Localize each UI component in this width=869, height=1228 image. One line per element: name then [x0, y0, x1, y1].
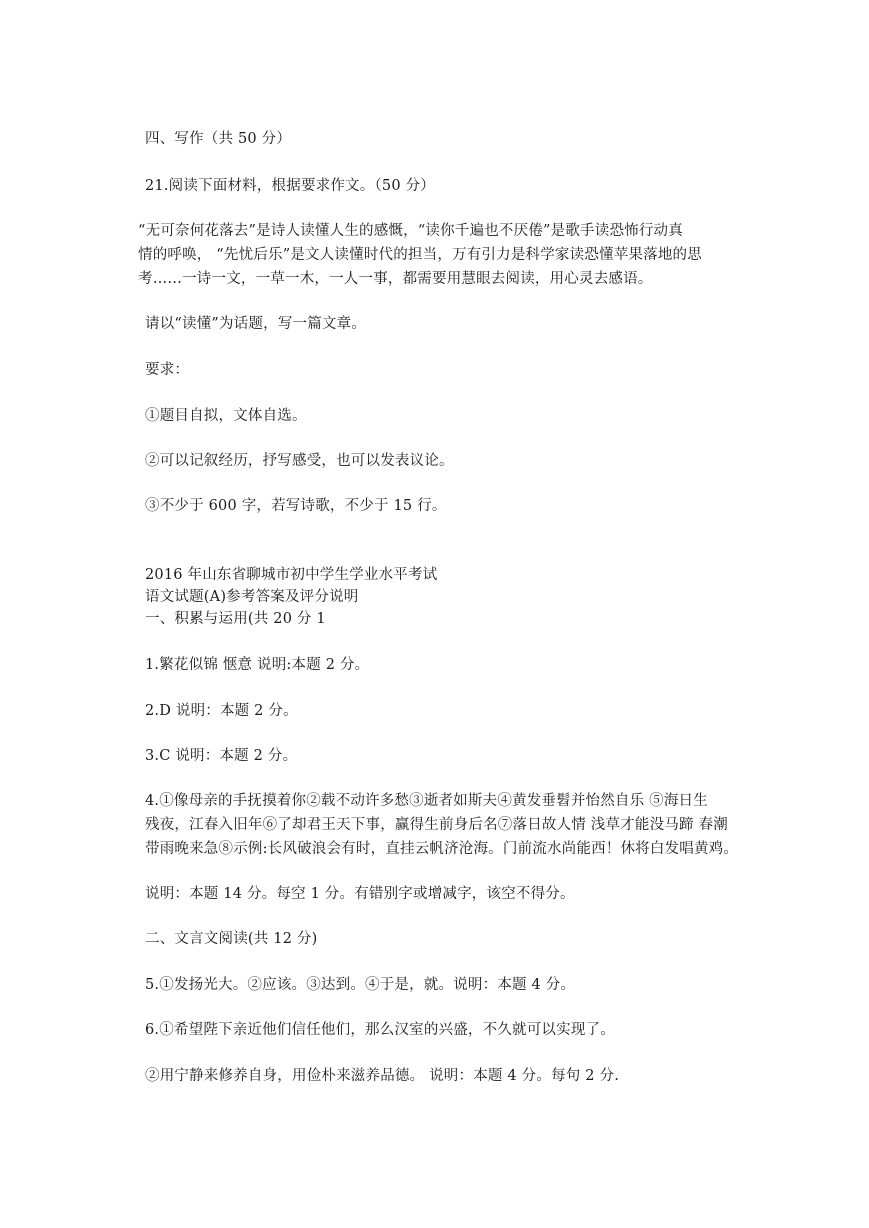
- answer-1: 1.繁花似锦 惬意 说明:本题 2 分。: [145, 657, 370, 673]
- part2-title: 二、文言文阅读(共 12 分): [145, 931, 318, 947]
- requirement-2: ②可以记叙经历，抒写感受，也可以发表议论。: [145, 453, 454, 469]
- answer-4-line-2: 残夜，江春入旧年⑥了却君王天下事，赢得生前身后名⑦落日故人情 浅草才能没马蹄 春潮: [145, 817, 728, 833]
- writing-prompt: 请以“读懂”为话题，写一篇文章。: [145, 316, 367, 332]
- answer-2: 2.D 说明：本题 2 分。: [145, 703, 298, 719]
- answer-key-subtitle: 语文试题(A)参考答案及评分说明: [145, 589, 359, 605]
- answer-4-line-3: 带雨晚来急⑧示例:长风破浪会有时，直挂云帆济沧海。门前流水尚能西！休将白发唱黄鸡。: [145, 841, 739, 857]
- answer-6-line-2: ②用宁静来修养自身，用俭朴来滋养品德。 说明：本题 4 分。每句 2 分.: [145, 1068, 620, 1084]
- answer-5: 5.①发扬光大。②应该。③达到。④于是，就。说明：本题 4 分。: [145, 977, 576, 993]
- answer-3: 3.C 说明：本题 2 分。: [145, 748, 298, 764]
- requirement-1: ①题目自拟，文体自选。: [145, 408, 307, 424]
- part1-title: 一、积累与运用(共 20 分 1: [145, 611, 326, 627]
- writing-question: 21.阅读下面材料，根据要求作文。（50 分）: [145, 178, 435, 194]
- requirement-3: ③不少于 600 字，若写诗歌，不少于 15 行。: [145, 498, 447, 514]
- answer-4-line-1: 4.①像母亲的手抚摸着你②载不动许多愁③逝者如斯夫④黄发垂髫并怡然自乐 ⑤海日生: [145, 793, 708, 809]
- material-line-3: 考……一诗一文，一草一木，一人一事，都需要用慧眼去阅读，用心灵去感语。: [138, 271, 653, 287]
- answer-4-note: 说明：本题 14 分。每空 1 分。有错别字或增减字，该空不得分。: [145, 886, 575, 902]
- answer-6-line-1: 6.①希望陛下亲近他们信任他们，那么汉室的兴盛，不久就可以实现了。: [145, 1022, 615, 1038]
- exam-title: 2016 年山东省聊城市初中学生学业水平考试: [145, 567, 438, 583]
- writing-section-title: 四、写作（共 50 分）: [145, 131, 292, 147]
- material-line-2: 情的呼唤， “先忧后乐”是文人读懂时代的担当，万有引力是科学家读恐懂苹果落地的思: [138, 247, 702, 263]
- requirements-label: 要求：: [145, 362, 190, 378]
- material-line-1: “无可奈何花落去”是诗人读懂人生的感慨，“读你千遍也不厌倦”是歌手读恐怖行动真: [138, 223, 683, 239]
